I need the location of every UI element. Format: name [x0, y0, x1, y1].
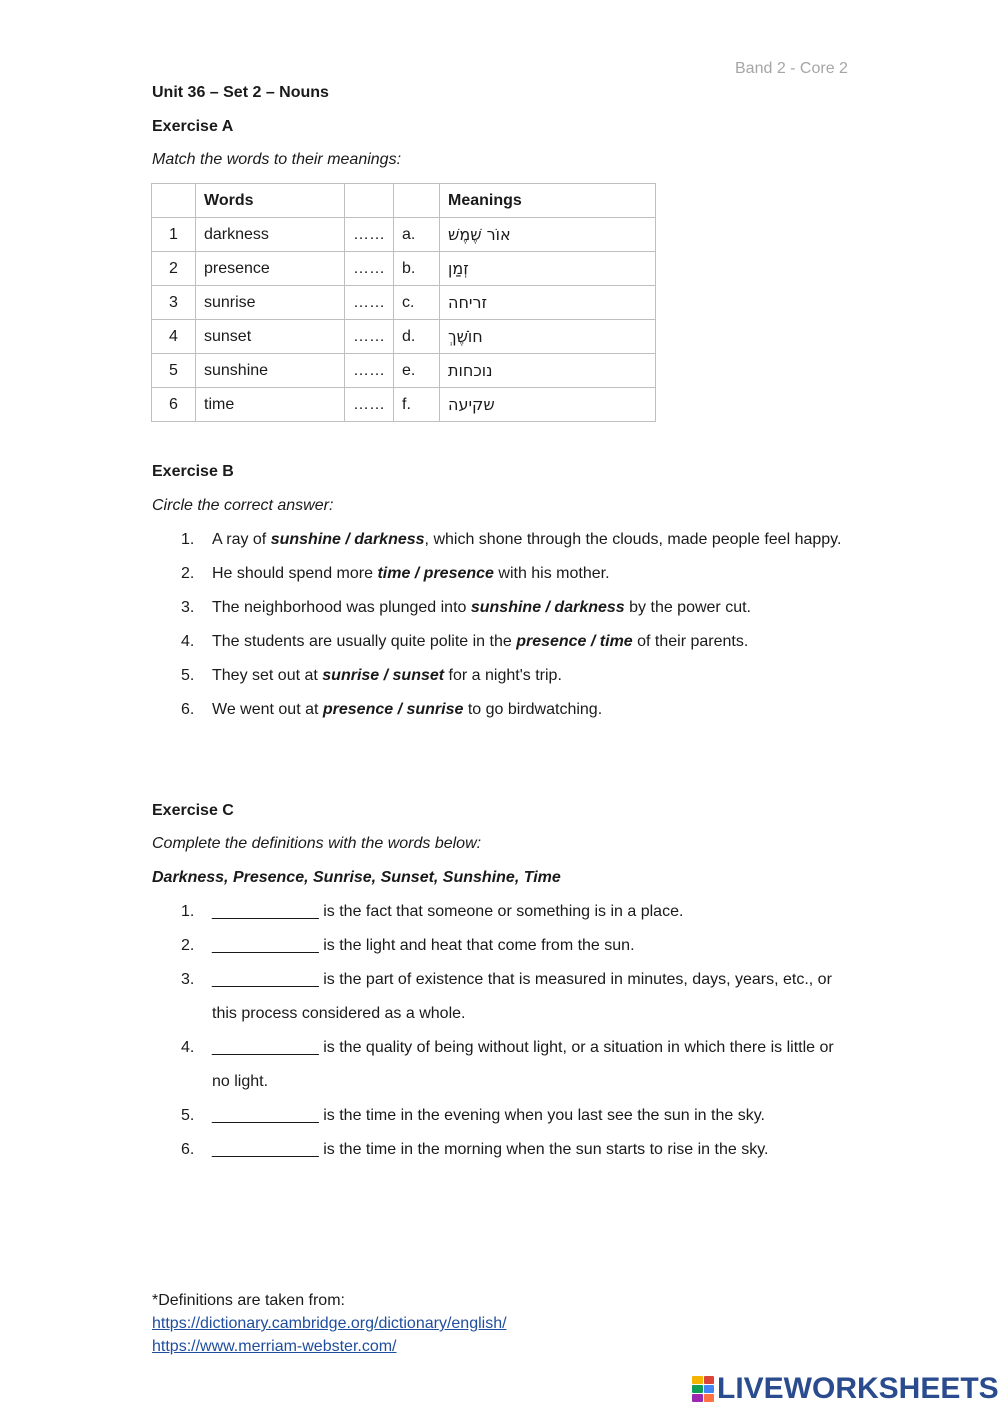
list-item: [152, 895, 852, 929]
answer-blank[interactable]: ____________: [212, 1141, 319, 1158]
row-meaning: זריחה: [440, 286, 656, 320]
header-letter-cell: [394, 184, 440, 218]
row-word: sunshine: [196, 354, 345, 388]
merriam-webster-link[interactable]: https://www.merriam-webster.com/: [152, 1338, 397, 1355]
item-number: 6.: [181, 701, 195, 718]
sentence-after: , which shone through the clouds, made people feel happy.: [424, 531, 842, 548]
header-num-cell: [152, 184, 196, 218]
row-number: 5: [152, 354, 196, 388]
sentence-before: The neighborhood was plunged into: [212, 599, 471, 616]
exercise-a-instruction: Match the words to their meanings:: [152, 151, 402, 168]
row-number: 1: [152, 218, 196, 252]
exercise-b-heading: Exercise B: [152, 463, 234, 480]
sentence-after: for a night's trip.: [444, 667, 562, 684]
sentence-after: with his mother.: [493, 565, 610, 582]
item-number: 1.: [181, 903, 195, 920]
list-item: [152, 523, 852, 557]
answer-choice[interactable]: presence / time: [516, 633, 633, 650]
item-number: 5.: [181, 667, 195, 684]
list-item: [152, 1099, 852, 1133]
answer-choice[interactable]: time / presence: [377, 565, 494, 582]
row-meaning: אוֹר שֶׁמֶשׁ: [440, 218, 656, 252]
answer-choice[interactable]: sunshine / darkness: [470, 599, 625, 616]
answer-blank[interactable]: ……: [345, 388, 394, 422]
item-number: 3.: [181, 599, 195, 616]
row-letter: f.: [394, 388, 440, 422]
answer-blank[interactable]: ____________: [212, 1107, 319, 1124]
logo-text: LIVEWORKSHEETS: [717, 1372, 999, 1405]
item-number: 4.: [181, 633, 195, 650]
word-bank: Darkness, Presence, Sunrise, Sunset, Sunshine, Time: [152, 869, 561, 886]
header-band-label: Band 2 - Core 2: [735, 60, 848, 77]
list-item: [152, 591, 852, 625]
sentence-before: The students are usually quite polite in the: [212, 633, 517, 650]
sentence-after: to go birdwatching.: [463, 701, 603, 718]
sentence-after: of their parents.: [632, 633, 749, 650]
definition-text: is the time in the evening when you last see the sun in the sky.: [318, 1107, 765, 1124]
matching-table-header: [152, 184, 656, 218]
footer-note: *Definitions are taken from:: [152, 1292, 345, 1309]
answer-choice[interactable]: presence / sunrise: [322, 701, 464, 718]
table-row: [152, 218, 656, 252]
row-letter: b.: [394, 252, 440, 286]
definition-text: is the light and heat that come from the sun.: [318, 937, 635, 954]
page-title: Unit 36 – Set 2 – Nouns: [152, 84, 329, 101]
table-row: [152, 354, 656, 388]
row-word: time: [196, 388, 345, 422]
cambridge-link[interactable]: https://dictionary.cambridge.org/dictionary/english/: [152, 1315, 507, 1332]
table-row: [152, 286, 656, 320]
row-word: presence: [196, 252, 345, 286]
row-word: sunrise: [196, 286, 345, 320]
row-number: 4: [152, 320, 196, 354]
matching-table: [151, 183, 656, 422]
item-number: 5.: [181, 1107, 195, 1124]
sentence-before: He should spend more: [212, 565, 378, 582]
list-item: [152, 693, 852, 727]
sentence-before: We went out at: [212, 701, 323, 718]
sentence-before: They set out at: [212, 667, 323, 684]
list-item: [152, 929, 852, 963]
list-item: [152, 557, 852, 591]
answer-choice[interactable]: sunrise / sunset: [322, 667, 445, 684]
row-meaning: שקיעה: [440, 388, 656, 422]
table-row: [152, 252, 656, 286]
header-words: Words: [196, 184, 345, 218]
item-number: 1.: [181, 531, 195, 548]
header-meanings: Meanings: [440, 184, 656, 218]
item-number: 2.: [181, 937, 195, 954]
row-number: 2: [152, 252, 196, 286]
liveworksheets-logo[interactable]: [692, 1372, 999, 1406]
list-item: [152, 963, 852, 1031]
sentence-before: A ray of: [212, 531, 271, 548]
answer-blank[interactable]: ……: [345, 252, 394, 286]
item-number: 6.: [181, 1141, 195, 1158]
row-number: 3: [152, 286, 196, 320]
answer-blank[interactable]: ____________: [212, 937, 319, 954]
row-letter: d.: [394, 320, 440, 354]
answer-choice[interactable]: sunshine / darkness: [270, 531, 425, 548]
answer-blank[interactable]: ……: [345, 218, 394, 252]
item-number: 2.: [181, 565, 195, 582]
item-number: 4.: [181, 1039, 195, 1056]
header-blank-cell: [345, 184, 394, 218]
row-meaning: זְמַן: [440, 252, 656, 286]
definition-text: is the time in the morning when the sun starts to rise in the sky.: [318, 1141, 769, 1158]
exercise-c-instruction: Complete the definitions with the words below:: [152, 835, 482, 852]
table-row: [152, 320, 656, 354]
answer-blank[interactable]: ____________: [212, 903, 319, 920]
answer-blank[interactable]: ____________: [212, 1039, 319, 1056]
list-item: [152, 1133, 852, 1167]
row-letter: c.: [394, 286, 440, 320]
row-letter: a.: [394, 218, 440, 252]
answer-blank[interactable]: ……: [345, 286, 394, 320]
logo-blocks-icon: [692, 1376, 714, 1402]
row-word: sunset: [196, 320, 345, 354]
answer-blank[interactable]: ……: [345, 354, 394, 388]
table-row: [152, 388, 656, 422]
item-number: 3.: [181, 971, 195, 988]
exercise-c-heading: Exercise C: [152, 802, 234, 819]
exercise-c-list: [152, 895, 852, 1167]
exercise-b-instruction: Circle the correct answer:: [152, 497, 334, 514]
row-word: darkness: [196, 218, 345, 252]
list-item: [152, 625, 852, 659]
sentence-after: by the power cut.: [624, 599, 751, 616]
list-item: [152, 659, 852, 693]
footer-sources: [152, 1289, 507, 1358]
answer-blank[interactable]: ____________: [212, 971, 319, 988]
exercise-a-heading: Exercise A: [152, 118, 234, 135]
answer-blank[interactable]: ……: [345, 320, 394, 354]
definition-text: is the quality of being without light, or a situation in which there is little or no light.: [212, 1039, 834, 1090]
definition-text: is the part of existence that is measured in minutes, days, years, etc., or this process considered as a whole.: [212, 971, 832, 1022]
list-item: [152, 1031, 852, 1099]
row-meaning: נוכחות: [440, 354, 656, 388]
row-meaning: חוֹשֶׁךְ: [440, 320, 656, 354]
definition-text: is the fact that someone or something is in a place.: [318, 903, 684, 920]
row-letter: e.: [394, 354, 440, 388]
row-number: 6: [152, 388, 196, 422]
exercise-b-list: [152, 523, 852, 727]
